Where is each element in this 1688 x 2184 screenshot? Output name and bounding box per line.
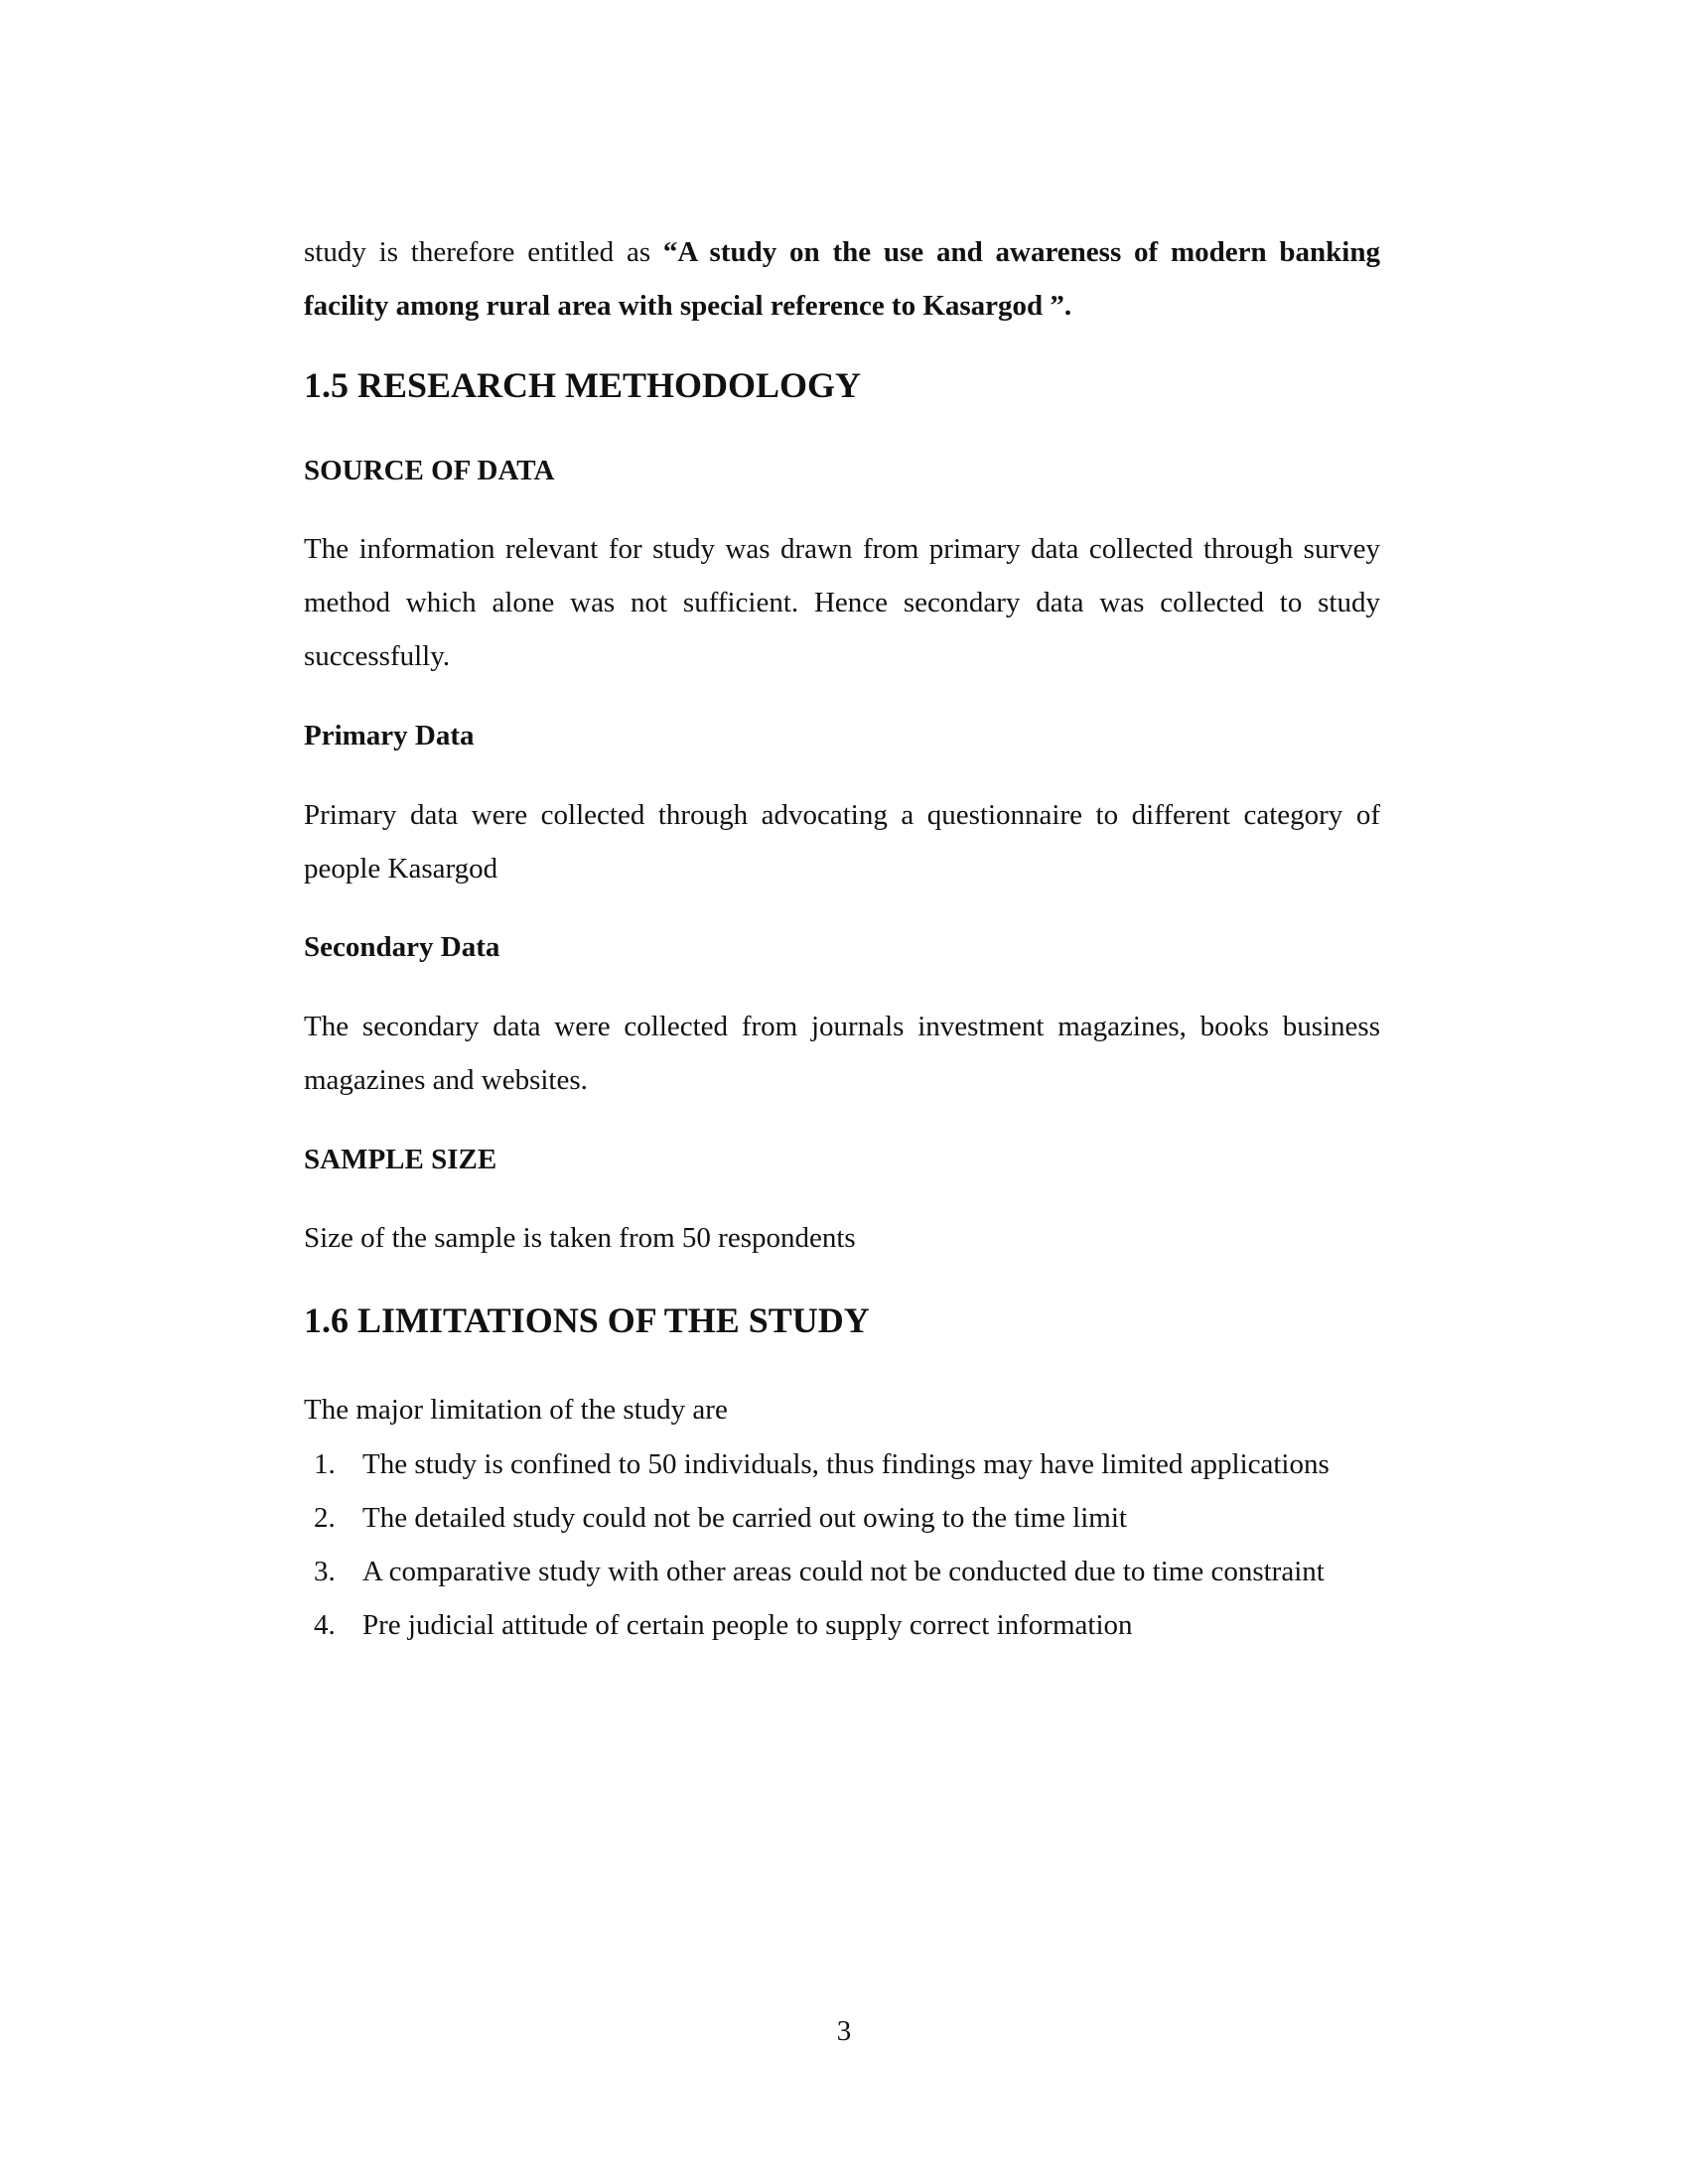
- subheading-source-of-data: SOURCE OF DATA: [304, 455, 555, 486]
- list-item: [304, 1598, 1380, 1652]
- list-item-number: 3.: [314, 1556, 336, 1587]
- list-item-number: 1.: [314, 1448, 336, 1480]
- list-item-text: The detailed study could not be carried out owing to the time limit: [362, 1502, 1127, 1534]
- subheading-primary-data: Primary Data: [304, 720, 475, 751]
- study-title: “A study on the use and awareness of modern banking facility among rural area with special reference to Kasargod ”.: [304, 236, 1380, 322]
- subheading-sample-size: SAMPLE SIZE: [304, 1144, 497, 1175]
- intro-lead: study is therefore entitled as: [304, 236, 663, 268]
- intro-paragraph: [304, 225, 1380, 333]
- section-heading-limitations: 1.6 LIMITATIONS OF THE STUDY: [304, 1300, 870, 1340]
- paragraph-primary-data: Primary data were collected through advocating a questionnaire to different category of people Kasargod: [304, 799, 1380, 885]
- list-item: [304, 1545, 1380, 1598]
- page-number: 3: [836, 2015, 852, 2047]
- paragraph-secondary-data: The secondary data were collected from journals investment magazines, books business magazines and websites.: [304, 1011, 1380, 1096]
- list-item-text: A comparative study with other areas could not be conducted due to time constraint: [362, 1556, 1325, 1587]
- limitations-list: [304, 1437, 1380, 1652]
- section-heading-methodology: 1.5 RESEARCH METHODOLOGY: [304, 365, 862, 405]
- list-item-text: Pre judicial attitude of certain people to supply correct information: [362, 1609, 1133, 1641]
- list-item-number: 4.: [314, 1609, 336, 1641]
- limitations-intro: The major limitation of the study are: [304, 1394, 728, 1426]
- list-item: [304, 1491, 1380, 1545]
- list-item: [304, 1437, 1380, 1491]
- paragraph-sample-size: Size of the sample is taken from 50 respondents: [304, 1222, 856, 1254]
- subheading-secondary-data: Secondary Data: [304, 931, 500, 963]
- paragraph-source-of-data: The information relevant for study was drawn from primary data collected through survey method which alone was not sufficient. Hence secondary data was collected to study successfully.: [304, 533, 1380, 672]
- list-item-text: The study is confined to 50 individuals, thus findings may have limited applications: [362, 1448, 1330, 1480]
- list-item-number: 2.: [314, 1502, 336, 1534]
- document-page: [304, 0, 1380, 2184]
